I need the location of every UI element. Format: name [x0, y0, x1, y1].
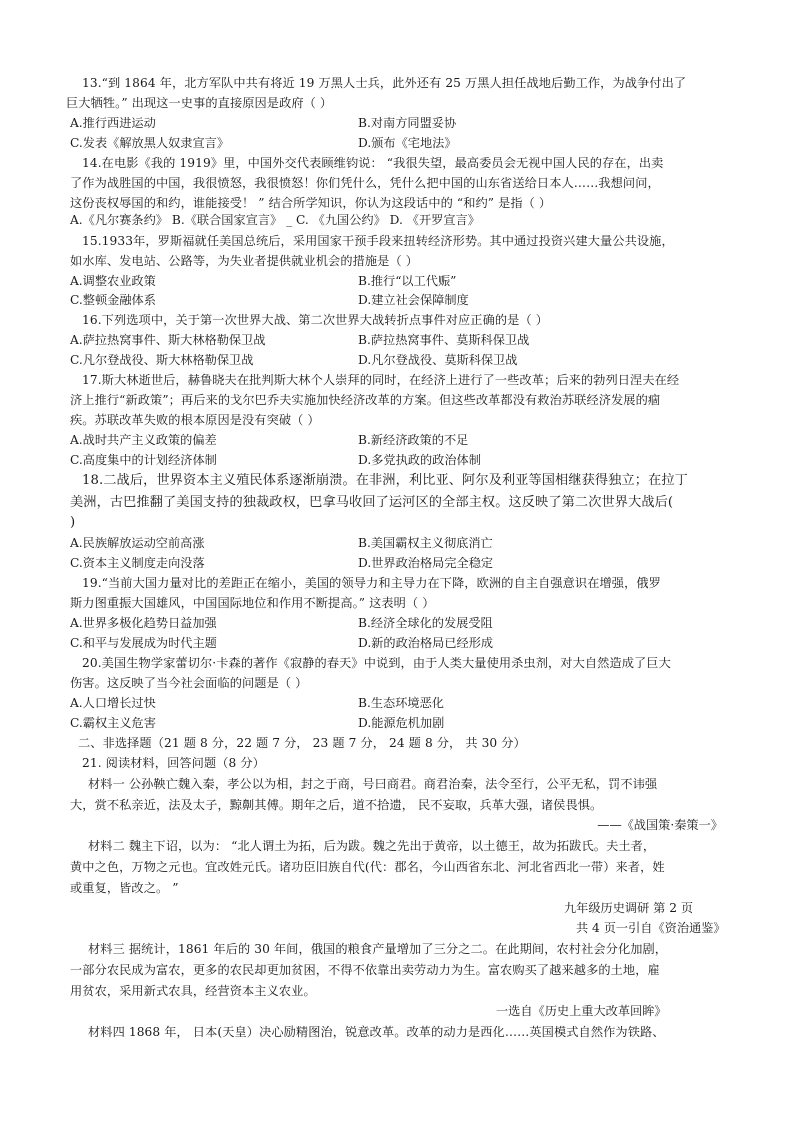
q18-stem-line1: 18.二战后，世界资本主义殖民体系逐渐崩溃。在非洲，利比亚、阿尔及利亚等国相继获得独立；在拉丁: [82, 473, 688, 488]
q14-options: A.《凡尔赛条约》 B.《联合国家宣言》 _ C. 《九国公约》 D. 《开罗宣言》: [70, 213, 480, 227]
q17-option-a: A.战时共产主义政策的偏差: [70, 433, 217, 447]
material2-line3: 或重复，皆改之。 ”: [70, 881, 179, 895]
material1-line2: 大，赏不私亲近，法及太子，黥劓其傅。期年之后，道不拾遗， 民不妄取，兵革大强，诸侯畏惧。: [70, 798, 603, 812]
q14-stem-line2: 了作为战胜国的中国，我很愤怒，我很愤怒！你们凭什么，凭什么把中国的山东省送给日本人……我想问问，: [70, 176, 660, 190]
q19-option-b: B.经济全球化的发展受阻: [358, 616, 493, 630]
q15-stem-line2: 如水库、发电站、公路等，为失业者提供就业机会的措施是（ ）: [70, 254, 419, 268]
q13-option-a: A.推行西进运动: [70, 116, 156, 130]
q17-option-d: D.多党执政的政治体制: [358, 453, 481, 467]
q20-stem-line1: 20.美国生物学家蕾切尔·卡森的著作《寂静的春天》中说到，由于人类大量使用杀虫剂，对大自然造成了巨大: [82, 656, 671, 670]
q13-stem-line2: 巨大牺牲。” 出现这一史事的直接原因是政府（ ）: [66, 96, 333, 110]
q14-stem-line3: 这份丧权辱国的和约，谁能接受！ ” 结合所学知识，你认为这段话中的 “和约” 是指（ ）: [70, 196, 552, 210]
material3-line1: 材料三 据统计，1861 年后的 30 年间，俄国的粮食产量增加了三分之二。在此期间，农村社会分化加剧，: [88, 942, 668, 956]
material2-line1: 材料二 魏主下诏，以为： “北人谓土为拓，后为跋。魏之先出于黄帝，以土德王，故为拓跋氏。夫土者，: [88, 839, 656, 853]
q19-option-d: D.新的政治格局已经形成: [358, 636, 494, 650]
q13-option-b: B.对南方同盟妥协: [358, 116, 457, 130]
material1-line1: 材料一 公孙鞅亡魏入秦，孝公以为相，封之于商，号曰商君。商君治秦，法令至行，公平无私，罚不讳强: [88, 777, 658, 791]
q15-option-d: D.建立社会保障制度: [358, 293, 469, 307]
material4-line1: 材料四 1868 年， 日本(天皇）决心励精图治，锐意改革。改革的动力是西化……英国模式自然作为铁路、: [88, 1025, 665, 1039]
q21-title: 21. 阅读材料，回答问题（8 分）: [82, 756, 265, 770]
material1-source: ——《战国策·秦策一》: [597, 818, 723, 832]
material3-line3: 用贫农，采用新式农具，经营资本主义农业。: [70, 984, 316, 998]
material2-line2: 黄中之色，万物之元也。宜改姓元氏。诸功臣旧族自代(代：郡名，今山西省东北、河北省西北一带）来者，姓: [70, 860, 665, 874]
q17-stem-line3: 疾。苏联改革失败的根本原因是没有突破（ ）: [70, 413, 320, 427]
q17-stem-line2: 济上推行“新政策”；再后来的戈尔巴乔夫实施加快经济改革的方案。但这些改革都没有救治苏联经济发展的痼: [70, 393, 661, 407]
q18-option-c: C.资本主义制度走向没落: [70, 556, 205, 570]
page-footer-line1: 九年级历史调研 第 2 页: [564, 901, 694, 915]
q20-stem-line2: 伤害。这反映了当今社会面临的问题是（ ）: [70, 676, 308, 690]
q16-stem-line1: 16.下列选项中，关于第一次世界大战、第二次世界大战转折点事件对应正确的是（ ）: [82, 313, 549, 327]
q18-stem-line3: ): [70, 515, 76, 530]
q17-option-c: C.高度集中的计划经济体制: [70, 453, 217, 467]
q18-stem-line2: 美洲，古巴推翻了美国支持的独裁政权，巴拿马收回了运河区的全部主权。这反映了第二次世界大战后(: [70, 495, 674, 510]
q17-option-b: B.新经济政策的不足: [358, 433, 469, 447]
q20-option-b: B.生态环境恶化: [358, 696, 444, 710]
q14-stem-line1: 14.在电影《我的 1919》里，中国外交代表顾维钧说： “我很失望，最高委员会无视中国人民的存在，出卖: [82, 156, 664, 170]
material3-line2: 一部分农民成为富农，更多的农民却更加贫困，不得不依靠出卖劳动力为生。富农购买了越来越多的土地，雇: [70, 963, 660, 977]
page-footer-line2: 共 4 页一引自《资治通鉴》: [576, 921, 726, 935]
q19-stem-line1: 19.“当前大国力量对比的差距正在缩小，美国的领导力和主导力在下降，欧洲的自主自强意识在增强，俄罗: [82, 576, 661, 590]
q15-option-b: B.推行“以工代赈”: [358, 274, 457, 288]
q16-option-a: A.萨拉热窝事件、斯大林格勒保卫战: [70, 333, 266, 347]
q17-stem-line1: 17.斯大林逝世后，赫鲁晓夫在批判斯大林个人崇拜的同时，在经济上进行了一些改革；后来的勃列日涅夫在经: [82, 373, 680, 387]
q15-stem-line1: 15.1933年，罗斯福就任美国总统后，采用国家干预手段来扭转经济形势。其中通过投资兴建大量公共设施，: [82, 234, 674, 248]
q16-option-b: B.萨拉热窝事件、莫斯科保卫战: [358, 333, 530, 347]
q19-option-c: C.和平与发展成为时代主题: [70, 636, 217, 650]
q15-option-c: C.整顿金融体系: [70, 293, 156, 307]
q13-stem-line1: 13.“到 1864 年，北方军队中共有将近 19 万黑人士兵，此外还有 25 万黑人担任战地后勤工作，为战争付出了: [82, 76, 687, 90]
q18-option-b: B.美国霸权主义彻底消亡: [358, 536, 493, 550]
q18-option-a: A.民族解放运动空前高涨: [70, 536, 205, 550]
q13-option-d: D.颁布《宅地法》: [358, 136, 457, 150]
material3-source: 一选自《历史上重大改革回眸》: [496, 1004, 667, 1018]
q19-stem-line2: 斯力图重振大国雄风，中国国际地位和作用不断提高。” 这表明（ ）: [70, 596, 435, 610]
q15-option-a: A.调整农业政策: [70, 274, 156, 288]
section2-heading: 二、非选择题（21 题 8 分，22 题 7 分， 23 题 7 分， 24 题 8 分， 共 30 分）: [78, 736, 526, 750]
q13-option-c: C.发表《解放黑人奴隶宣言》: [70, 136, 230, 150]
q19-option-a: A.世界多极化趋势日益加强: [70, 616, 217, 630]
q16-option-c: C.凡尔登战役、斯大林格勒保卫战: [70, 353, 254, 367]
q20-option-a: A.人口增长过快: [70, 696, 156, 710]
q16-option-d: D.凡尔登战役、莫斯科保卫战: [358, 353, 518, 367]
q20-option-c: C.霸权主义危害: [70, 716, 156, 730]
q20-option-d: D.能源危机加剧: [358, 716, 445, 730]
q18-option-d: D.世界政治格局完全稳定: [358, 556, 494, 570]
